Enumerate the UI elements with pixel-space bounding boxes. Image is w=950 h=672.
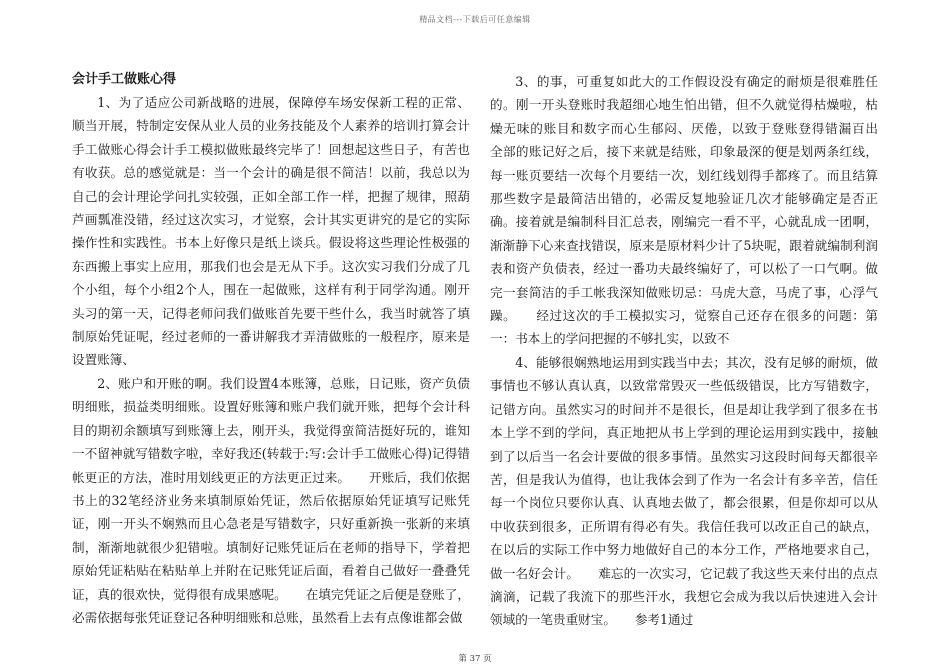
left-column bbox=[72, 68, 470, 629]
paragraph-3: 3、的事，可重复如此大的工作假设没有确定的耐烦是很难胜任的。刚一开头登账时我超细心地生怕出错，但不久就觉得枯燥啦，枯燥无味的账目和数字而心生郁闷、厌倦，以致于登账登得错漏百出 全部的账记好之后，接下来就是结账，印象最深的便是划两条红线，每一账页要结一次每个月要结一次，划红线划得手都疼了。而且结算那些数字是最简洁出错的，必需反复地验证几次才能够确定是否正确。接着就是编制科目汇总表，刚编完一看不平，心就乱成一团啊，渐渐静下心来查找错误，原来是原材料少计了5块呢，跟着就编制利润表和资产负债表，经过一番功夫最终编好了，可以松了一口气啊。做完一套简洁的手工帐我深知做账切忌：马虎大意，马虎了事，心浮气躁。 经过这次的手工模拟实习，觉察自己还存在很多的问题：第一：书本上的学问把握的不够扎实，以致不 bbox=[490, 74, 904, 347]
paragraph-1: 1、为了适应公司新战略的进展，保障停车场安保新工程的正常、顺当开展，特制定安保从业人员的业务技能及个人素养的培训打算会计手工做账心得会计手工模拟做账最终完毕了！回想起这些日子，有苦也有收获。总的感觉就是：当一个会计的确是很不简洁！以前，我总以为自己的会计理论学问扎实较强，正如全部工作一样，把握了规律，照葫芦画瓢准没错，经过这次实习，才觉察，会计其实更讲究的是它的实际操作性和实践性。书本上好像只是纸上谈兵。假设将这些理论性极强的东西搬上事实上应用，那我们也会是无从下手。这次实习我们分成了几个小组，每个小组2个人，围在一起做账，这样有利于同学沟通。刚开头习的第一天，记得老师问我们做账首先要干些什么，我当时就答了填制原始凭证呢，经过老师的一番讲解我才弄清做账的一般程序，原来是设置账簿、 bbox=[72, 95, 470, 368]
page-number: 第 37 页 bbox=[458, 654, 492, 664]
paragraph-2: 2、账户和开账的啊。我们设置4本账簿，总账，日记账，资产负债明细账，损益类明细账。设置好账簿和账户我们就开账，把每个会计科目的期初余额填写到账簿上去，刚开头，我觉得蛮简洁挺好玩的，谁知一不留神就写错数字啦，幸好我还(转载于:写:会计手工做账心得)记得错帐更正的方法，准时用划线更正的方法更正过来。 开账后，我们依据书上的32笔经济业务来填制原始凭证，然后依据原始凭证填写记账凭证，刚一开头不娴熟而且心急老是写错数字，只好重新换一张新的来填制，渐渐地就很少犯错啦。填制好记账凭证后在老师的指导下，学着把原始凭证粘贴在粘贴单上并附在记账凭证后面，看着自己做好一叠叠凭证，真的很欢快，觉得很有成果感呢。 在填完凭证之后便是登账了，必需依据每张凭证登记各种明细账和总账，虽然看上去有点像谁都会做 bbox=[72, 375, 470, 625]
page-header: 精品文档---下载后可任意编辑 bbox=[419, 15, 531, 24]
right-column bbox=[490, 70, 904, 632]
paragraph-4: 4、能够很娴熟地运用到实践当中去；其次，没有足够的耐烦，做事情也不够认真认真，以致常常毁灭一些低级错误，比方写错数字，记错方向。虽然实习的时间并不是很长，但是却让我学到了很多在书本上学不到的学问，真正地把从书上学到的理论运用到实践中，接触到了以后当一名会计要做的很多事情。虽然实习这段时间每天都很辛苦，但是我认为值得，也让我体会到了作为一名会计有多辛苦，信任每一个岗位只要你认真、认真地去做了，都会很累，但是你却可以从中收获到很多，正所谓有得必有失。我信任我可以改正自己的缺点，在以后的实际工作中努力地做好自己的本分工作，严格地要求自己，做一名好会计。 难忘的一次实习，它记载了我这些天来付出的点点滴滴，记载了我流下的那些汗水，我想它会成为我以后快速进入会计领域的一笔贵重财宝。 参考1通过 bbox=[490, 354, 878, 628]
document-title: 会计手工做账心得 bbox=[72, 72, 177, 87]
